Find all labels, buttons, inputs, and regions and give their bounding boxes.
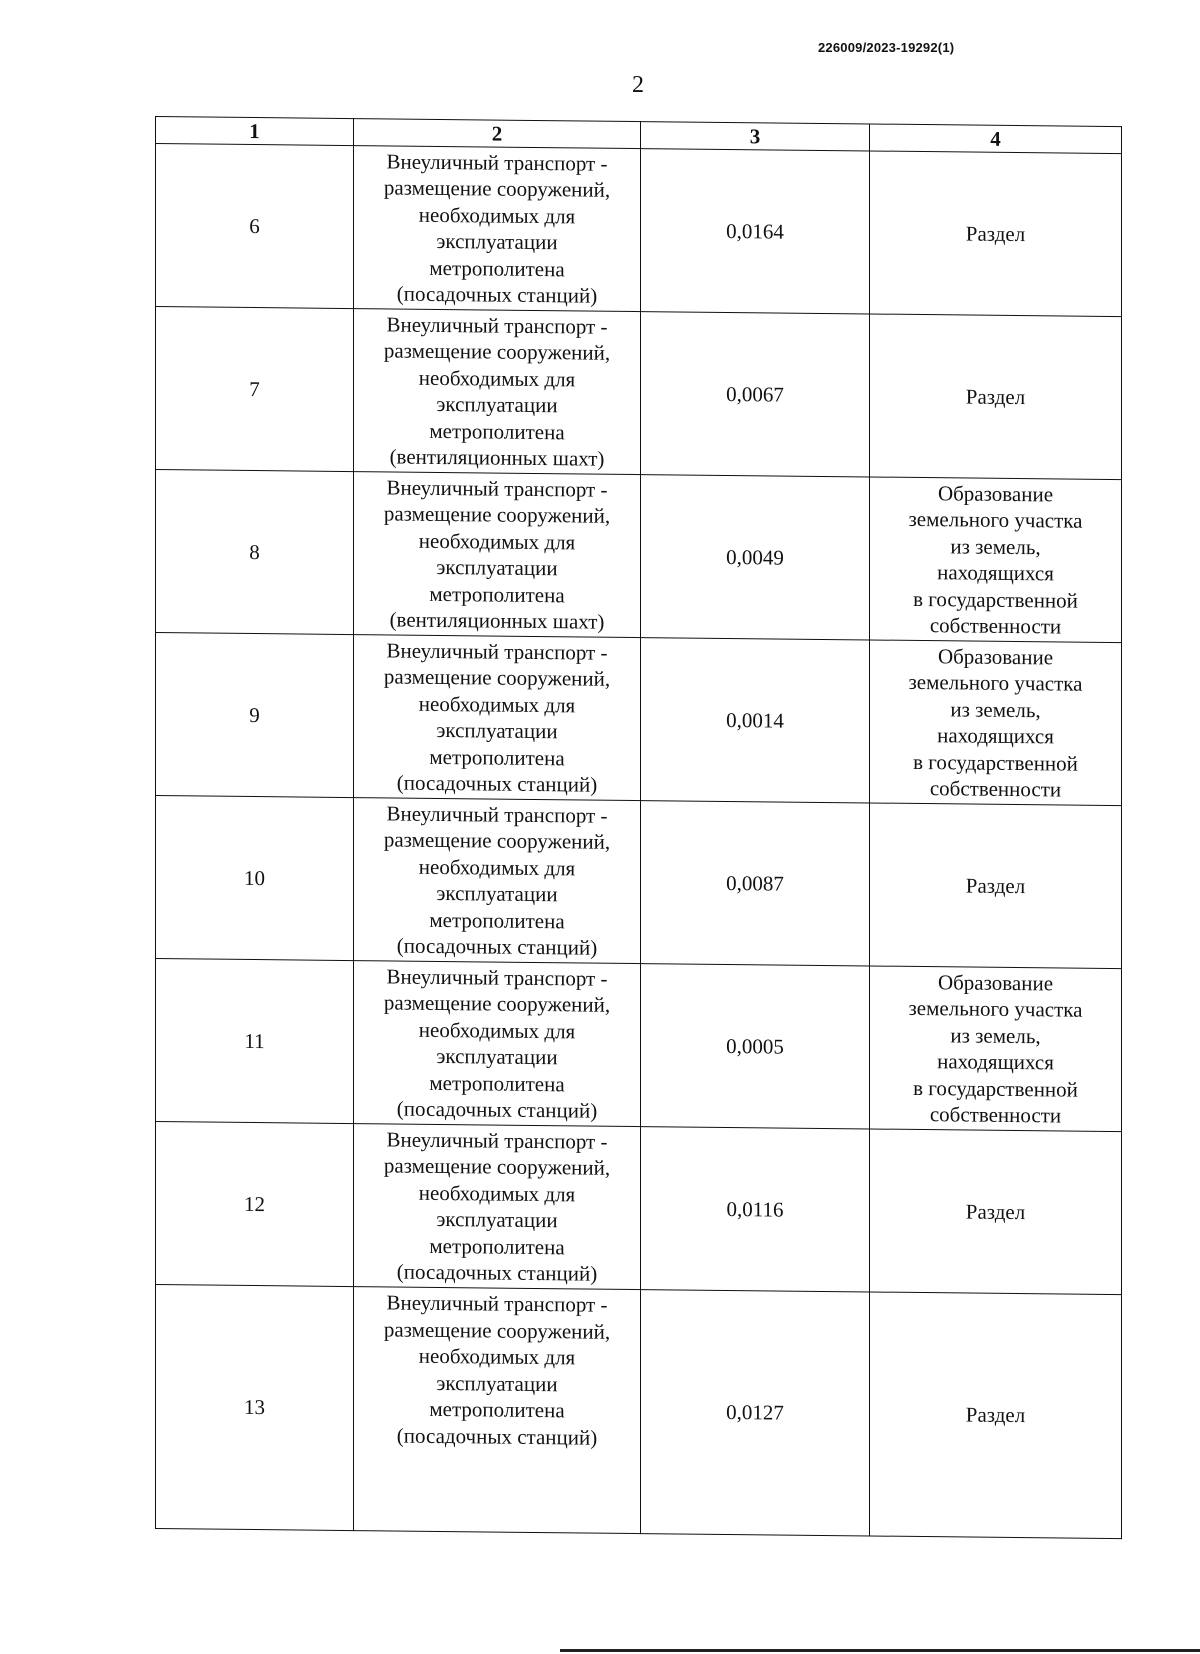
area-cell: 0,0116 (641, 1127, 870, 1292)
permitted-use-cell (354, 309, 641, 475)
formation-method-cell (870, 1129, 1122, 1295)
permitted-use-line: метрополитена (429, 1396, 565, 1423)
permitted-use-line: эксплуатации (436, 880, 558, 907)
formation-method-line: Раздел (965, 384, 1026, 409)
permitted-use-cell (354, 1124, 641, 1290)
permitted-use-line: (вентиляционных шахт) (389, 607, 605, 634)
permitted-use-line: метрополитена (429, 744, 565, 770)
formation-method-line: Образование (937, 480, 1054, 506)
formation-method-line: земельного участка (908, 669, 1083, 696)
permitted-use-line: необходимых для (418, 202, 576, 228)
permitted-use-line: необходимых для (418, 691, 576, 717)
formation-method-line: из земель, (950, 533, 1041, 559)
permitted-use-line: Внеуличный транспорт - (386, 148, 608, 176)
column-header-3: 3 (641, 122, 870, 151)
permitted-use-line: (посадочных станций) (396, 1259, 598, 1286)
formation-method-cell (870, 803, 1122, 969)
formation-method-line: земельного участка (908, 506, 1083, 533)
permitted-use-line: размещение сооружений, (383, 1153, 611, 1180)
formation-method-line: собственности (929, 776, 1062, 802)
permitted-use-line: необходимых для (418, 1180, 576, 1206)
permitted-use-cell (354, 472, 641, 638)
area-cell: 0,0005 (641, 964, 870, 1129)
row-number-cell: 13 (156, 1285, 354, 1531)
formation-method-cell (870, 1292, 1122, 1539)
formation-method-line: Раздел (965, 221, 1026, 246)
permitted-use-line: необходимых для (418, 1343, 576, 1370)
formation-method-line: находящихся (937, 560, 1054, 586)
permitted-use-line: размещение сооружений, (383, 501, 611, 528)
permitted-use-line: эксплуатации (436, 391, 558, 418)
bottom-scan-edge (560, 1649, 1200, 1652)
formation-method-cell (870, 477, 1122, 643)
permitted-use-line: Внеуличный транспорт - (386, 311, 608, 339)
formation-method-cell (870, 640, 1122, 806)
formation-method-line: находящихся (937, 723, 1054, 749)
permitted-use-line: эксплуатации (436, 1370, 558, 1396)
formation-method-line: Раздел (965, 1199, 1026, 1224)
page-number: 2 (632, 72, 644, 98)
formation-method-cell (870, 966, 1122, 1132)
permitted-use-line: необходимых для (418, 528, 576, 554)
permitted-use-line: (посадочных станций) (396, 281, 598, 308)
permitted-use-line: Внеуличный транспорт - (386, 1290, 608, 1317)
formation-method-line: в государственной (913, 749, 1078, 776)
table-row (156, 1285, 1122, 1539)
formation-method-line: Образование (937, 643, 1054, 669)
formation-method-line: из земель, (950, 1022, 1041, 1048)
formation-method-line: в государственной (913, 1075, 1078, 1102)
table-row (156, 470, 1122, 643)
permitted-use-line: необходимых для (418, 854, 576, 880)
permitted-use-line: (посадочных станций) (396, 1423, 598, 1450)
area-cell: 0,0087 (641, 801, 870, 966)
formation-method-line: собственности (929, 1102, 1062, 1128)
permitted-use-line: Внеуличный транспорт - (386, 637, 608, 665)
permitted-use-cell (354, 1287, 641, 1534)
table-row (156, 144, 1122, 317)
permitted-use-cell (354, 146, 641, 312)
formation-method-cell (870, 314, 1122, 480)
permitted-use-line: (посадочных станций) (396, 1096, 598, 1123)
formation-method-line: земельного участка (908, 995, 1083, 1022)
formation-method-line: находящихся (937, 1049, 1054, 1075)
permitted-use-line: эксплуатации (436, 228, 558, 255)
area-cell: 0,0067 (641, 312, 870, 477)
row-number-cell: 7 (156, 307, 354, 472)
permitted-use-cell (354, 961, 641, 1127)
permitted-use-line: размещение сооружений, (383, 827, 611, 854)
permitted-use-line: (вентиляционных шахт) (389, 444, 605, 471)
permitted-use-line: Внеуличный транспорт - (386, 800, 608, 828)
permitted-use-line: (посадочных станций) (396, 933, 598, 960)
document-registration-number: 226009/2023-19292(1) (818, 40, 955, 55)
column-header-4: 4 (870, 124, 1122, 154)
table-row (156, 959, 1122, 1132)
permitted-use-line: размещение сооружений, (383, 664, 611, 691)
permitted-use-line: Внеуличный транспорт - (386, 474, 608, 502)
area-cell: 0,0127 (641, 1290, 870, 1536)
formation-method-cell (870, 151, 1122, 317)
row-number-cell: 9 (156, 633, 354, 798)
permitted-use-line: размещение сооружений, (383, 990, 611, 1017)
row-number-cell: 6 (156, 144, 354, 309)
permitted-use-line: (посадочных станций) (396, 770, 598, 797)
permitted-use-line: размещение сооружений, (383, 338, 611, 365)
land-plots-table-wrapper (155, 116, 1121, 1539)
permitted-use-line: эксплуатации (436, 717, 558, 744)
table-body (156, 144, 1122, 1539)
table-row (156, 307, 1122, 480)
permitted-use-line: Внеуличный транспорт - (386, 963, 608, 991)
permitted-use-line: эксплуатации (436, 554, 558, 581)
column-header-2: 2 (354, 119, 641, 149)
formation-method-line: из земель, (950, 696, 1041, 722)
table-row (156, 633, 1122, 806)
formation-method-line: Раздел (965, 1402, 1026, 1428)
area-cell: 0,0014 (641, 638, 870, 803)
formation-method-line: собственности (929, 613, 1062, 639)
area-cell: 0,0049 (641, 475, 870, 640)
permitted-use-line: эксплуатации (436, 1206, 558, 1233)
area-cell: 0,0164 (641, 149, 870, 314)
permitted-use-cell (354, 635, 641, 801)
permitted-use-line: размещение сооружений, (383, 175, 611, 202)
row-number-cell: 8 (156, 470, 354, 635)
permitted-use-line: Внеуличный транспорт - (386, 1126, 608, 1154)
permitted-use-line: метрополитена (429, 255, 565, 281)
permitted-use-line: необходимых для (418, 365, 576, 391)
permitted-use-line: необходимых для (418, 1017, 576, 1043)
table-row (156, 796, 1122, 969)
row-number-cell: 10 (156, 796, 354, 961)
formation-method-line: Образование (937, 969, 1054, 995)
formation-method-line: Раздел (965, 873, 1026, 898)
permitted-use-line: метрополитена (429, 418, 565, 444)
column-header-1: 1 (156, 117, 354, 146)
row-number-cell: 11 (156, 959, 354, 1124)
permitted-use-line: размещение сооружений, (383, 1316, 611, 1344)
permitted-use-cell (354, 798, 641, 964)
permitted-use-line: эксплуатации (436, 1043, 558, 1070)
permitted-use-line: метрополитена (429, 581, 565, 607)
permitted-use-line: метрополитена (429, 907, 565, 933)
row-number-cell: 12 (156, 1122, 354, 1287)
permitted-use-line: метрополитена (429, 1233, 565, 1259)
land-plots-table (155, 116, 1122, 1539)
permitted-use-line: метрополитена (429, 1070, 565, 1096)
formation-method-line: в государственной (913, 586, 1078, 613)
table-row (156, 1122, 1122, 1295)
